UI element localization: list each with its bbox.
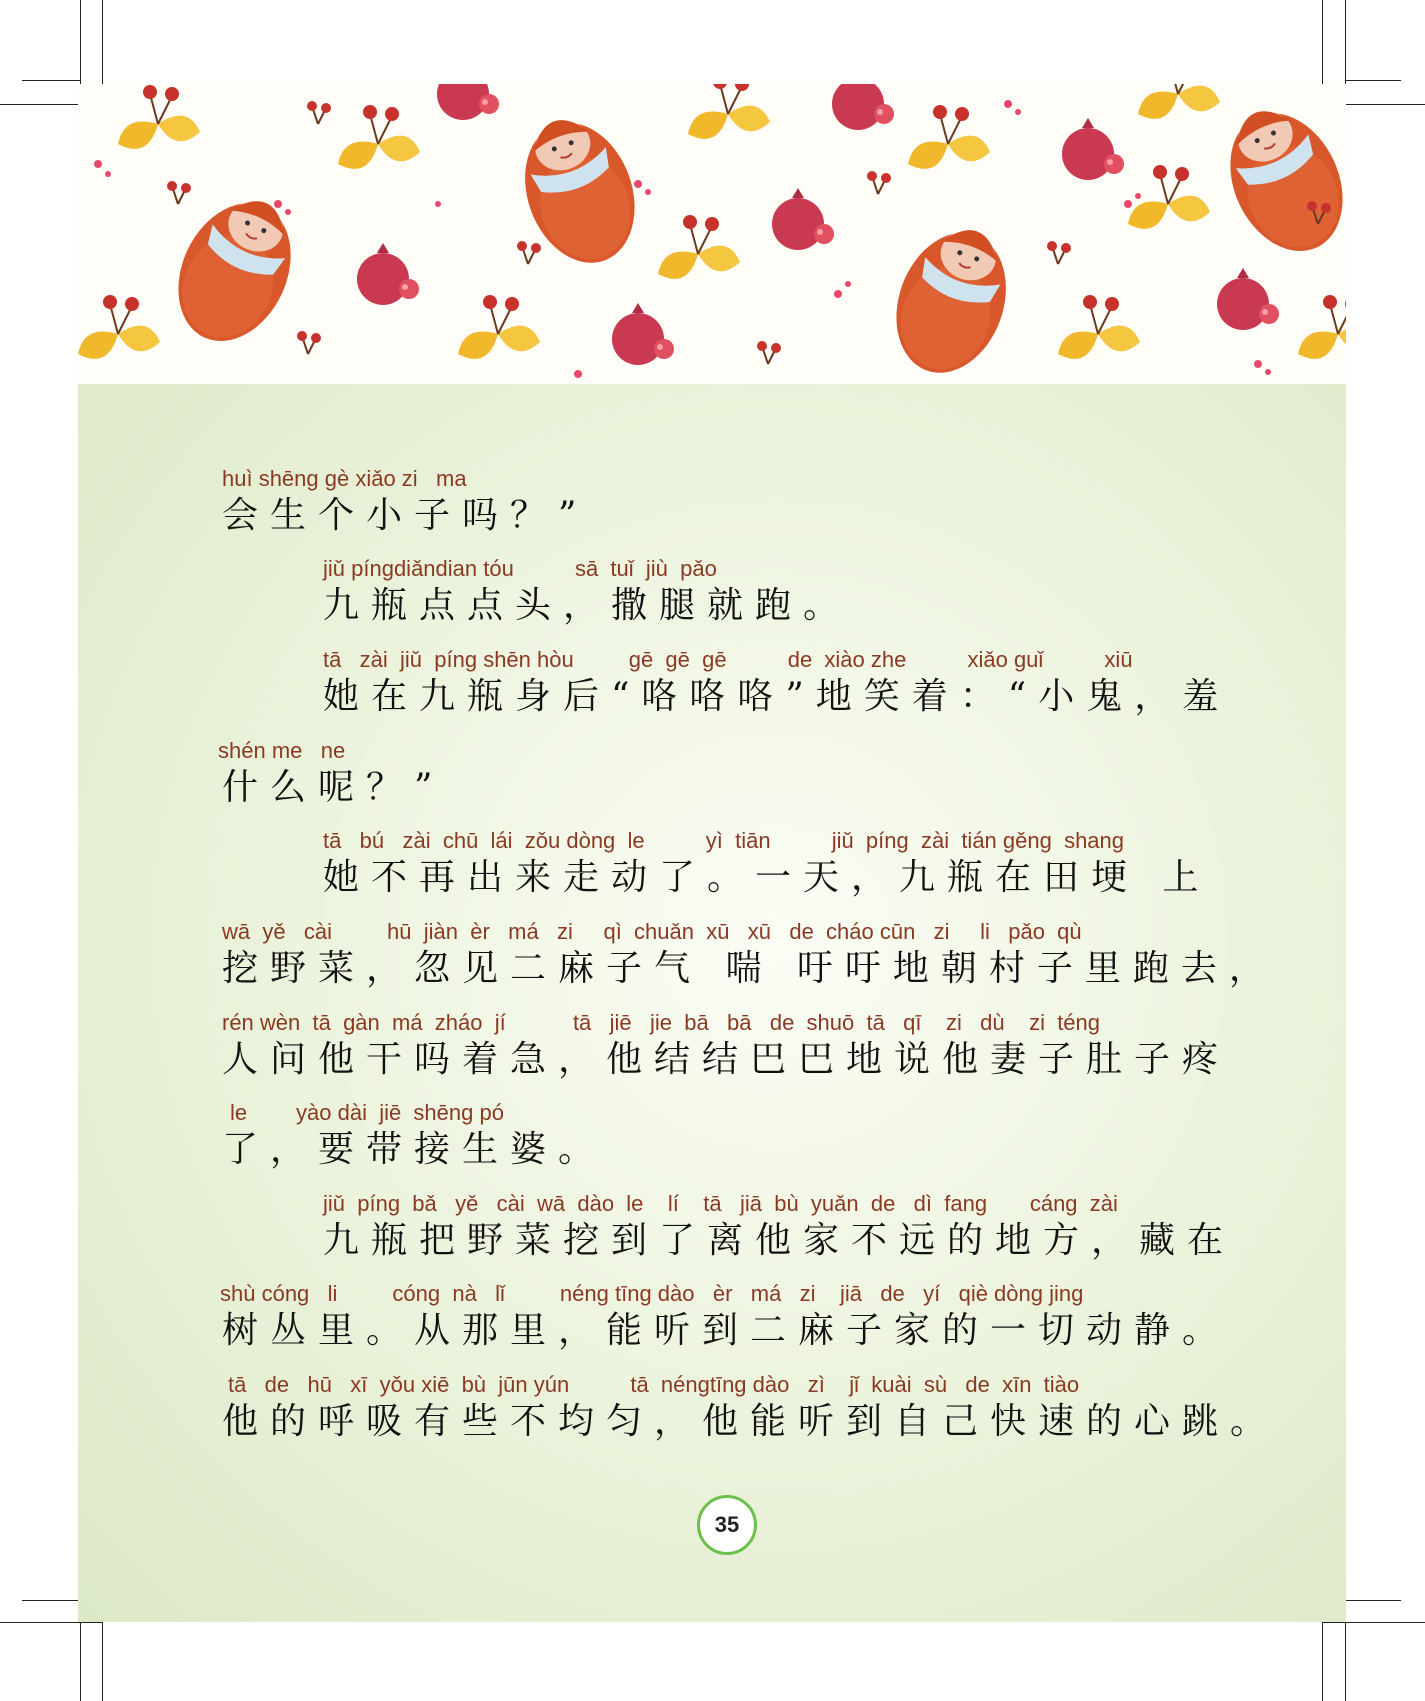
hanzi-line: 她不再出来走动了。一天，九瓶在田埂 上 xyxy=(323,857,1211,898)
hanzi-line: 他的呼吸有些不均匀，他能听到自己快速的心跳。 xyxy=(222,1401,1279,1442)
crop-mark xyxy=(80,0,81,84)
crop-mark xyxy=(22,1600,80,1601)
hanzi-line: 九瓶把野菜挖到了离他家不远的地方，藏在 xyxy=(323,1220,1236,1261)
hanzi-line: 她在九瓶身后“咯咯咯”地笑着：“小鬼，羞 xyxy=(323,676,1231,717)
pinyin-line: jiǔ píng bǎ yě cài wā dào le lí tā jiā bù yuǎn de dì fang cáng zài xyxy=(323,1191,1118,1216)
pinyin-line: huì shēng gè xiǎo zi ma xyxy=(222,466,467,491)
hanzi-line: 人问他干吗着急，他结结巴巴地说他妻子肚子疼 xyxy=(222,1039,1231,1080)
pinyin-line: shù cóng li cóng nà lǐ néng tīng dào èr má zi jiā de yí qiè dòng jing xyxy=(220,1281,1084,1306)
pinyin-line: shén me ne xyxy=(218,738,346,763)
hanzi-line: 会生个小子吗？” xyxy=(222,495,589,536)
pinyin-line: tā zài jiǔ píng shēn hòu gē gē gē de xiào zhe xiǎo guǐ xiū xyxy=(323,647,1133,672)
crop-mark xyxy=(1345,1600,1401,1601)
hanzi-line: 九瓶点点头，撒腿就跑。 xyxy=(323,585,852,626)
crop-mark xyxy=(1345,0,1346,84)
pattern-illustration xyxy=(78,84,1346,384)
hanzi-line: 什么呢？” xyxy=(222,767,445,808)
crop-mark xyxy=(1322,1622,1323,1701)
crop-mark xyxy=(22,80,80,81)
red-berry-icon xyxy=(167,101,1331,364)
hanzi-line: 了，要带接生婆。 xyxy=(222,1129,607,1170)
pinyin-line: rén wèn tā gàn má zháo jí tā jiē jie bā bā de shuō tā qī zi dù zi téng xyxy=(222,1010,1101,1035)
swaddled-baby-icon xyxy=(157,91,1346,384)
pinyin-line: le yào dài jiē shēng pó xyxy=(230,1100,504,1125)
hanzi-line: 树丛里。从那里，能听到二麻子家的一切动静。 xyxy=(222,1310,1231,1351)
pinyin-line: tā bú zài chū lái zǒu dòng le yì tiān jiǔ píng zài tián gěng shang xyxy=(323,828,1125,853)
pinyin-line: wā yě cài hū jiàn èr má zi qì chuǎn xū xū de cháo cūn zi li pǎo qù xyxy=(222,919,1082,944)
crop-mark xyxy=(1322,1622,1425,1623)
pinyin-line: jiǔ píngdiǎndian tóu sā tuǐ jiù pǎo xyxy=(323,556,717,581)
header-illustration xyxy=(78,84,1346,384)
page-number: 35 xyxy=(697,1495,757,1555)
pinyin-line: tā de hū xī yǒu xiē bù jūn yún tā néngtīng dào zì jǐ kuài sù de xīn tiào xyxy=(228,1372,1080,1397)
crop-mark xyxy=(102,1622,103,1701)
crop-mark xyxy=(1345,80,1401,81)
hanzi-line: 挖野菜，忽见二麻子气 喘 吁吁地朝村子里跑去， xyxy=(222,948,1277,989)
crop-mark xyxy=(0,1622,102,1623)
